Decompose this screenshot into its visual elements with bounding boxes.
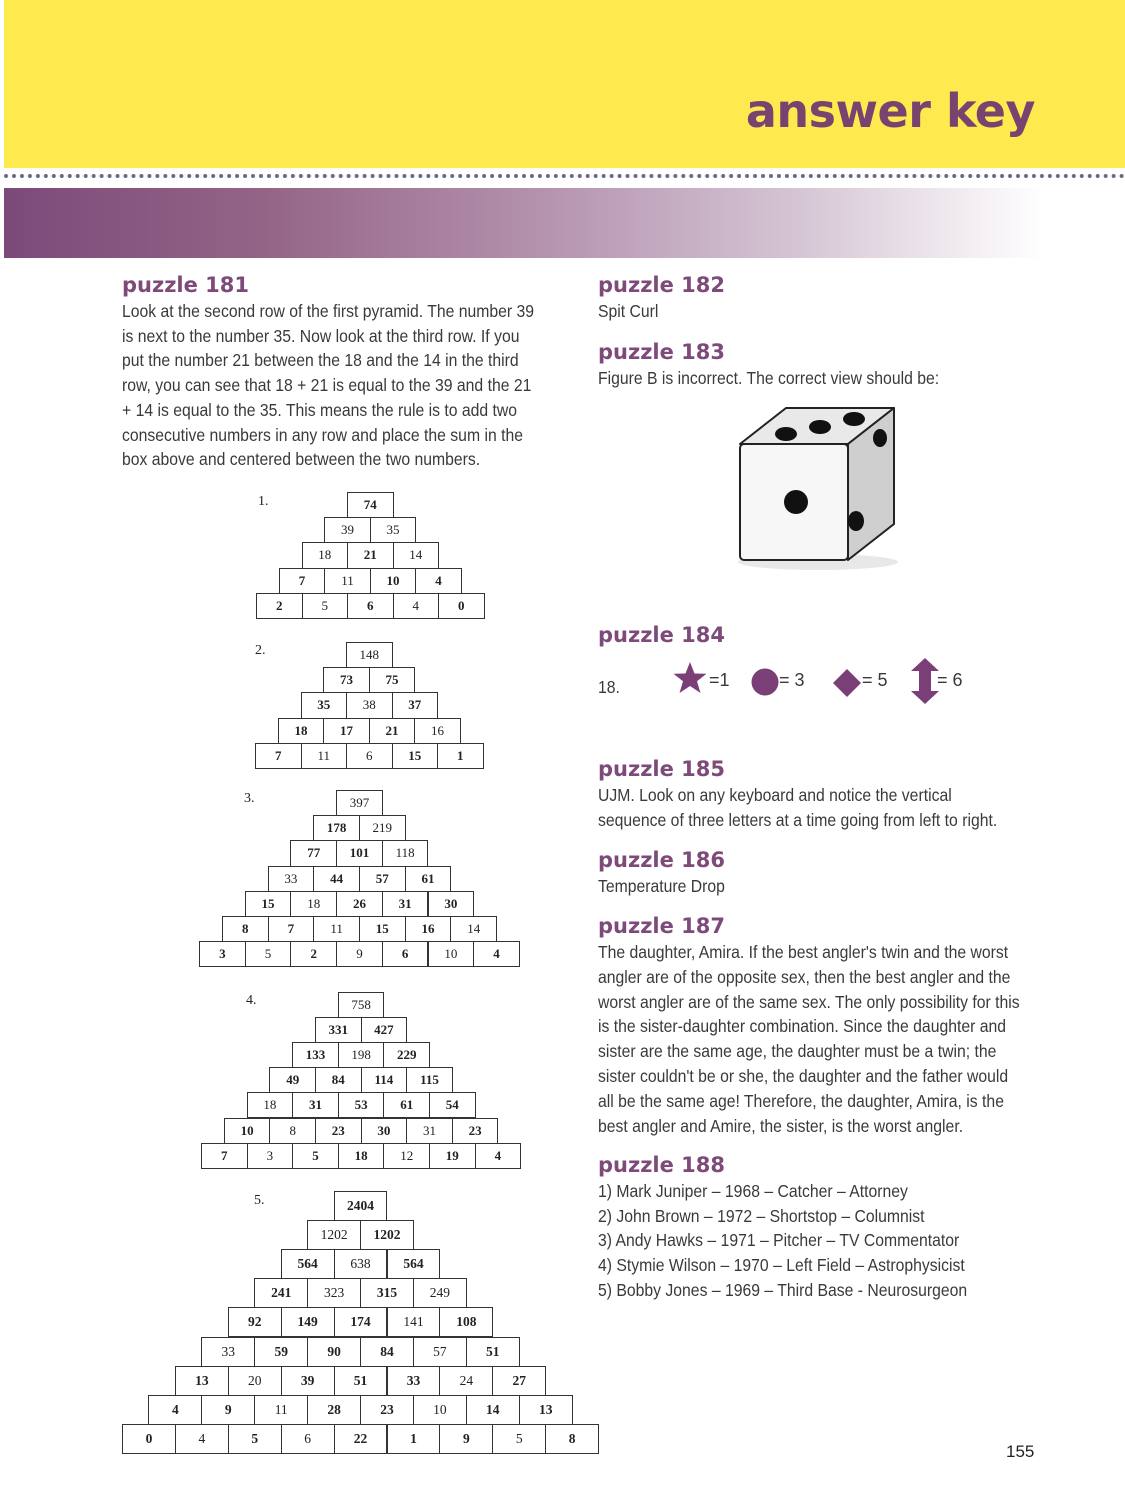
pyramid-cell: 6 bbox=[281, 1424, 335, 1454]
pyramid-cell: 35 bbox=[301, 692, 348, 718]
pyramid-cell: 9 bbox=[336, 941, 383, 967]
pyramid-label: 1. bbox=[258, 494, 269, 509]
pyramid-cell: 0 bbox=[122, 1424, 176, 1454]
puzzle-187-line: sister couldn't be or she, the daughter and the father would bbox=[598, 1066, 1009, 1086]
pyramid-cell: 14 bbox=[393, 542, 440, 568]
pyramid-cell: 1202 bbox=[360, 1220, 414, 1250]
puzzle-181-line: is next to the number 35. Now look at the third row. If you bbox=[122, 325, 520, 346]
puzzle-185-line: UJM. Look on any keyboard and notice the vertical bbox=[598, 785, 952, 805]
pyramid-cell: 30 bbox=[428, 891, 475, 917]
pyramid-cell: 26 bbox=[336, 891, 383, 917]
puzzle-185-line: sequence of three letters at a time going from left to right. bbox=[598, 809, 998, 830]
puzzle-181-line: put the number 21 between the 18 and the 14 in the third bbox=[122, 350, 519, 371]
puzzle-188-line: 2) John Brown – 1972 – Shortstop – Columnist bbox=[598, 1205, 925, 1226]
pyramid-cell: 4 bbox=[475, 1143, 522, 1169]
pyramid-cell: 75 bbox=[369, 667, 416, 693]
pyramid-cell: 74 bbox=[347, 492, 394, 518]
pyramid-cell: 6 bbox=[382, 941, 429, 967]
pyramid-cell: 28 bbox=[307, 1395, 361, 1425]
puzzle-185-heading: puzzle 185 bbox=[598, 757, 726, 781]
pyramid-label: 4. bbox=[246, 993, 257, 1008]
pyramid-cell: 4 bbox=[473, 941, 520, 967]
puzzle-188-line: 5) Bobby Jones – 1969 – Third Base - Neurosurgeon bbox=[598, 1279, 968, 1300]
pyramid-cell: 3 bbox=[247, 1143, 294, 1169]
puzzle-181-line: row, you can see that 18 + 21 is equal to the 39 and the 21 bbox=[122, 375, 532, 396]
puzzle-181-line: box above and centered between the two numbers. bbox=[122, 449, 481, 470]
pyramid-cell: 18 bbox=[278, 718, 325, 744]
pyramid-cell: 229 bbox=[383, 1042, 430, 1068]
pyramid-cell: 7 bbox=[268, 916, 315, 942]
pyramid-cell: 5 bbox=[302, 593, 349, 619]
arrow-value: = 6 bbox=[937, 670, 963, 690]
puzzle-181-heading: puzzle 181 bbox=[122, 273, 250, 297]
circle-icon bbox=[750, 667, 780, 697]
puzzle-187-line: is the sister-daughter combination. Since the daughter and bbox=[598, 1016, 1007, 1037]
pyramid-cell: 8 bbox=[269, 1118, 316, 1144]
pyramid-cell: 133 bbox=[292, 1042, 339, 1068]
pyramid-cell: 564 bbox=[281, 1249, 335, 1279]
pyramid-cell: 20 bbox=[228, 1366, 282, 1396]
puzzle-181-line: consecutive numbers in any row and place the sum in the bbox=[122, 424, 523, 445]
puzzle-187-line: best angler and Amire, the sister, is the worst angler. bbox=[598, 1115, 964, 1136]
pyramid-cell: 4 bbox=[415, 568, 462, 594]
puzzle-188-line: 1) Mark Juniper – 1968 – Catcher – Attorney bbox=[598, 1181, 908, 1201]
pyramid-cell: 198 bbox=[338, 1042, 385, 1068]
pyramid-cell: 15 bbox=[245, 891, 292, 917]
pyramid-cell: 22 bbox=[334, 1424, 388, 1454]
pyramid-cell: 118 bbox=[382, 840, 429, 866]
circle-value: = 3 bbox=[779, 670, 805, 690]
pyramid-label: 3. bbox=[244, 791, 255, 806]
pyramid-cell: 51 bbox=[334, 1366, 388, 1396]
pyramid-cell: 15 bbox=[392, 743, 439, 769]
pyramid-cell: 241 bbox=[254, 1278, 308, 1308]
pyramid-cell: 8 bbox=[545, 1424, 599, 1454]
pyramid-cell: 30 bbox=[361, 1118, 408, 1144]
puzzle-186-heading: puzzle 186 bbox=[598, 848, 726, 872]
pyramid-cell: 11 bbox=[313, 916, 360, 942]
pyramid-cell: 1 bbox=[387, 1424, 441, 1454]
pyramid-cell: 11 bbox=[324, 568, 371, 594]
pyramid-cell: 73 bbox=[323, 667, 370, 693]
pyramid-cell: 1202 bbox=[307, 1220, 361, 1250]
puzzle-188-line: 4) Stymie Wilson – 1970 – Left Field – Astrophysicist bbox=[598, 1255, 965, 1276]
pyramid-cell: 2404 bbox=[334, 1191, 388, 1221]
page-number: 155 bbox=[1006, 1442, 1035, 1461]
pyramid-cell: 101 bbox=[336, 840, 383, 866]
pyramid-cell: 27 bbox=[492, 1366, 546, 1396]
gradient-band bbox=[4, 188, 1044, 258]
pyramid-cell: 15 bbox=[359, 916, 406, 942]
pyramid-cell: 178 bbox=[313, 815, 360, 841]
pyramid-cell: 758 bbox=[338, 992, 385, 1018]
puzzle-186-answer: Temperature Drop bbox=[598, 876, 725, 896]
puzzle-187-line: angler are of the opposite sex, then the best angler and the bbox=[598, 966, 1011, 987]
pyramid-cell: 397 bbox=[336, 790, 383, 816]
pyramid-cell: 4 bbox=[393, 593, 440, 619]
pyramid-cell: 174 bbox=[334, 1307, 388, 1337]
pyramid-cell: 1 bbox=[437, 743, 484, 769]
pyramid-cell: 77 bbox=[290, 840, 337, 866]
pyramid-cell: 31 bbox=[382, 891, 429, 917]
pyramid-cell: 9 bbox=[201, 1395, 255, 1425]
pyramid-cell: 219 bbox=[359, 815, 406, 841]
pyramid-cell: 24 bbox=[439, 1366, 493, 1396]
pyramid-cell: 315 bbox=[360, 1278, 414, 1308]
pyramid-cell: 16 bbox=[405, 916, 452, 942]
pyramid-cell: 13 bbox=[519, 1395, 573, 1425]
pyramid-cell: 23 bbox=[315, 1118, 362, 1144]
pyramid-cell: 57 bbox=[413, 1337, 467, 1367]
pyramid-cell: 10 bbox=[428, 941, 475, 967]
pyramid-cell: 2 bbox=[290, 941, 337, 967]
pyramid-cell: 51 bbox=[466, 1337, 520, 1367]
pyramid-cell: 323 bbox=[307, 1278, 361, 1308]
pyramid-cell: 39 bbox=[281, 1366, 335, 1396]
pyramid-cell: 141 bbox=[387, 1307, 441, 1337]
pyramid-cell: 33 bbox=[201, 1337, 255, 1367]
pyramid-cell: 19 bbox=[429, 1143, 476, 1169]
pyramid-cell: 16 bbox=[414, 718, 461, 744]
pyramid-cell: 115 bbox=[406, 1067, 453, 1093]
diamond-value: = 5 bbox=[862, 670, 888, 690]
pyramid-cell: 0 bbox=[438, 593, 485, 619]
pyramid-cell: 249 bbox=[413, 1278, 467, 1308]
pyramid-cell: 638 bbox=[334, 1249, 388, 1279]
pyramid-cell: 9 bbox=[439, 1424, 493, 1454]
pyramid-cell: 17 bbox=[323, 718, 370, 744]
pyramid-cell: 10 bbox=[413, 1395, 467, 1425]
pyramid-cell: 8 bbox=[222, 916, 269, 942]
pyramid-cell: 57 bbox=[359, 866, 406, 892]
pyramid-cell: 33 bbox=[387, 1366, 441, 1396]
star-value: =1 bbox=[709, 670, 730, 690]
pyramid-cell: 54 bbox=[429, 1092, 476, 1118]
puzzle-183-heading: puzzle 183 bbox=[598, 340, 726, 364]
pyramid-cell: 33 bbox=[268, 866, 315, 892]
pyramid-cell: 149 bbox=[281, 1307, 335, 1337]
pyramid-cell: 114 bbox=[361, 1067, 408, 1093]
puzzle-184-heading: puzzle 184 bbox=[598, 623, 726, 647]
pyramid-cell: 14 bbox=[466, 1395, 520, 1425]
pyramid-cell: 331 bbox=[315, 1017, 362, 1043]
pyramid-cell: 7 bbox=[255, 743, 302, 769]
puzzle-187-line: worst angler are of the same sex. The only possibility for this bbox=[598, 991, 1020, 1012]
puzzle-188-heading: puzzle 188 bbox=[598, 1153, 726, 1177]
pyramid-cell: 6 bbox=[346, 743, 393, 769]
pyramid-cell: 564 bbox=[387, 1249, 441, 1279]
pyramid-cell: 10 bbox=[224, 1118, 271, 1144]
diamond-icon bbox=[832, 668, 862, 698]
pyramid-cell: 90 bbox=[307, 1337, 361, 1367]
pyramid-cell: 49 bbox=[269, 1067, 316, 1093]
pyramid-cell: 44 bbox=[313, 866, 360, 892]
pyramid-cell: 10 bbox=[370, 568, 417, 594]
pyramid-cell: 53 bbox=[338, 1092, 385, 1118]
pyramid-cell: 59 bbox=[254, 1337, 308, 1367]
pyramid-cell: 427 bbox=[361, 1017, 408, 1043]
pyramid-label: 2. bbox=[255, 643, 266, 658]
pyramid-cell: 21 bbox=[347, 542, 394, 568]
puzzle-187-heading: puzzle 187 bbox=[598, 914, 726, 938]
pyramid-cell: 61 bbox=[405, 866, 452, 892]
pyramid-cell: 3 bbox=[199, 941, 246, 967]
pyramid-cell: 31 bbox=[292, 1092, 339, 1118]
pyramid-cell: 11 bbox=[301, 743, 348, 769]
double-arrow-icon bbox=[911, 658, 939, 704]
pyramid-cell: 31 bbox=[406, 1118, 453, 1144]
dotted-divider bbox=[4, 174, 1125, 178]
pyramid-cell: 23 bbox=[360, 1395, 414, 1425]
pyramid-cell: 35 bbox=[370, 517, 417, 543]
pyramid-cell: 13 bbox=[175, 1366, 229, 1396]
puzzle-187-line: The daughter, Amira. If the best angler's twin and the worst bbox=[598, 942, 1009, 962]
pyramid-cell: 23 bbox=[452, 1118, 499, 1144]
pyramid-cell: 5 bbox=[228, 1424, 282, 1454]
pyramid-cell: 38 bbox=[346, 692, 393, 718]
pyramid-cell: 7 bbox=[279, 568, 326, 594]
puzzle-181-line: Look at the second row of the first pyramid. The number 39 bbox=[122, 301, 535, 321]
pyramid-cell: 4 bbox=[175, 1424, 229, 1454]
pyramid-cell: 21 bbox=[369, 718, 416, 744]
puzzle-184-answer: 18. bbox=[598, 677, 620, 697]
pyramid-cell: 39 bbox=[324, 517, 371, 543]
puzzle-181-line: + 14 is equal to the 35. This means the rule is to add two bbox=[122, 399, 518, 420]
pyramid-cell: 5 bbox=[245, 941, 292, 967]
pyramid-cell: 6 bbox=[347, 593, 394, 619]
pyramid-cell: 4 bbox=[148, 1395, 202, 1425]
puzzle-188-line: 3) Andy Hawks – 1971 – Pitcher – TV Commentator bbox=[598, 1230, 960, 1251]
puzzle-187-line: sister are the same age, the daughter must be a twin; the bbox=[598, 1041, 997, 1062]
pyramid-cell: 148 bbox=[346, 642, 393, 668]
puzzle-182-heading: puzzle 182 bbox=[598, 273, 726, 297]
pyramid-cell: 5 bbox=[292, 1143, 339, 1169]
pyramid-cell: 18 bbox=[338, 1143, 385, 1169]
pyramid-cell: 61 bbox=[383, 1092, 430, 1118]
pyramid-cell: 18 bbox=[302, 542, 349, 568]
pyramid-cell: 7 bbox=[201, 1143, 248, 1169]
pyramid-cell: 108 bbox=[439, 1307, 493, 1337]
pyramid-cell: 18 bbox=[247, 1092, 294, 1118]
pyramid-cell: 2 bbox=[256, 593, 303, 619]
puzzle-183-text: Figure B is incorrect. The correct view should be: bbox=[598, 368, 940, 388]
pyramid-cell: 92 bbox=[228, 1307, 282, 1337]
star-icon bbox=[672, 660, 708, 696]
pyramid-cell: 37 bbox=[392, 692, 439, 718]
pyramid-cell: 18 bbox=[290, 891, 337, 917]
puzzle-187-line: all be the same age! Therefore, the daughter, Amira, is the bbox=[598, 1090, 1004, 1111]
pyramid-cell: 5 bbox=[492, 1424, 546, 1454]
pyramid-cell: 84 bbox=[360, 1337, 414, 1367]
pyramid-cell: 11 bbox=[254, 1395, 308, 1425]
pyramid-cell: 84 bbox=[315, 1067, 362, 1093]
pyramid-cell: 14 bbox=[450, 916, 497, 942]
pyramid-label: 5. bbox=[254, 1193, 265, 1208]
page-title: answer key bbox=[745, 84, 1035, 138]
die-figure bbox=[728, 400, 914, 580]
pyramid-cell: 12 bbox=[383, 1143, 430, 1169]
puzzle-182-answer: Spit Curl bbox=[598, 301, 659, 321]
